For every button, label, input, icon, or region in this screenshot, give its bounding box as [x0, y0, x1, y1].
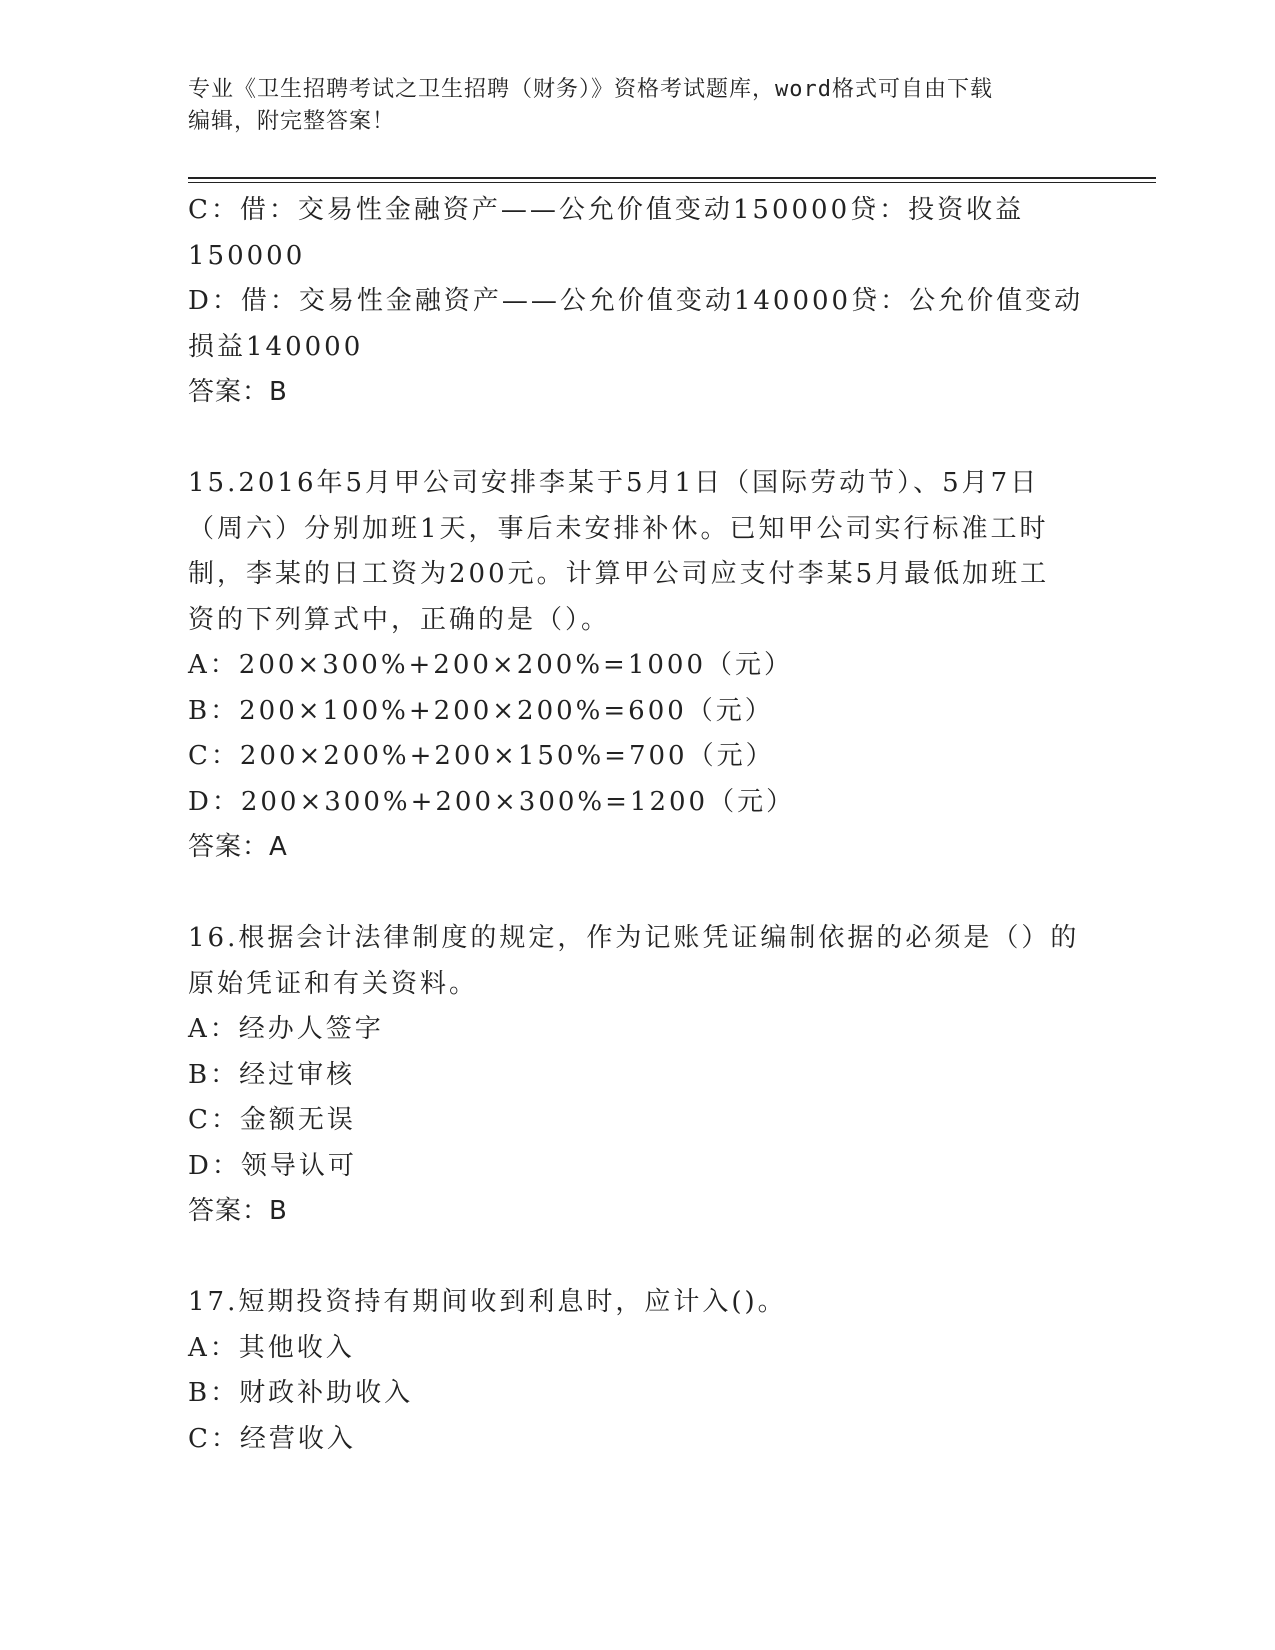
spacer [188, 1235, 1088, 1281]
spacer [188, 416, 1088, 462]
option-a: A：其他收入 [188, 1332, 355, 1363]
question-16 [188, 916, 1088, 1235]
question-stem-line: 16.根据会计法律制度的规定，作为记账凭证编制依据的必须是（）的 [188, 923, 1080, 953]
question-stem-line: 17.短期投资持有期间收到利息时，应计入()。 [188, 1287, 787, 1317]
option-b: B：200×100%+200×200%=600（元） [188, 695, 774, 726]
answer: 答案：B [188, 1196, 288, 1226]
question-stem-line: 原始凭证和有关资料。 [188, 968, 479, 999]
question-body [188, 188, 1088, 1462]
header-divider-thick [188, 177, 1156, 179]
question-stem-line: 资的下列算式中，正确的是（）。 [188, 604, 611, 635]
question-stem-line: （周六）分别加班1天，事后未安排补休。已知甲公司实行标准工时 [188, 513, 1049, 544]
header-divider-thin [188, 182, 1156, 183]
spacer [188, 871, 1088, 917]
option-b: B：财政补助收入 [188, 1378, 414, 1408]
option-d: D：200×300%+200×300%=1200（元） [188, 786, 796, 817]
header-line-1: 专业《卫生招聘考试之卫生招聘（财务）》资格考试题库，word格式可自由下载 [188, 77, 993, 102]
option-c: C：金额无误 [188, 1105, 356, 1135]
option-d: D：借：交易性金融资产——公允价值变动140000贷：公允价值变动 [188, 286, 1084, 316]
header-line-2: 编辑，附完整答案！ [188, 109, 396, 134]
option-c: C：借：交易性金融资产——公允价值变动150000贷：投资收益 [188, 195, 1025, 225]
question-15 [188, 461, 1088, 871]
option-a: A：经办人签字 [188, 1014, 384, 1044]
question-stem-line: 15.2016年5月甲公司安排李某于5月1日（国际劳动节）、5月7日 [188, 468, 1040, 498]
option-a: A：200×300%+200×200%=1000（元） [188, 650, 793, 680]
previous-question-tail [188, 188, 1088, 416]
option-c: C：200×200%+200×150%=700（元） [188, 741, 775, 771]
answer: 答案：A [188, 832, 288, 862]
option-c-continued: 150000 [188, 240, 306, 271]
question-17 [188, 1280, 1088, 1462]
option-d: D：领导认可 [188, 1150, 357, 1181]
question-stem-line: 制，李某的日工资为200元。计算甲公司应支付李某5月最低加班工 [188, 559, 1050, 589]
answer: 答案：B [188, 377, 288, 407]
option-d-continued: 损益140000 [188, 331, 364, 362]
option-b: B：经过审核 [188, 1059, 356, 1090]
option-c: C：经营收入 [188, 1423, 356, 1454]
document-header [188, 74, 1088, 138]
